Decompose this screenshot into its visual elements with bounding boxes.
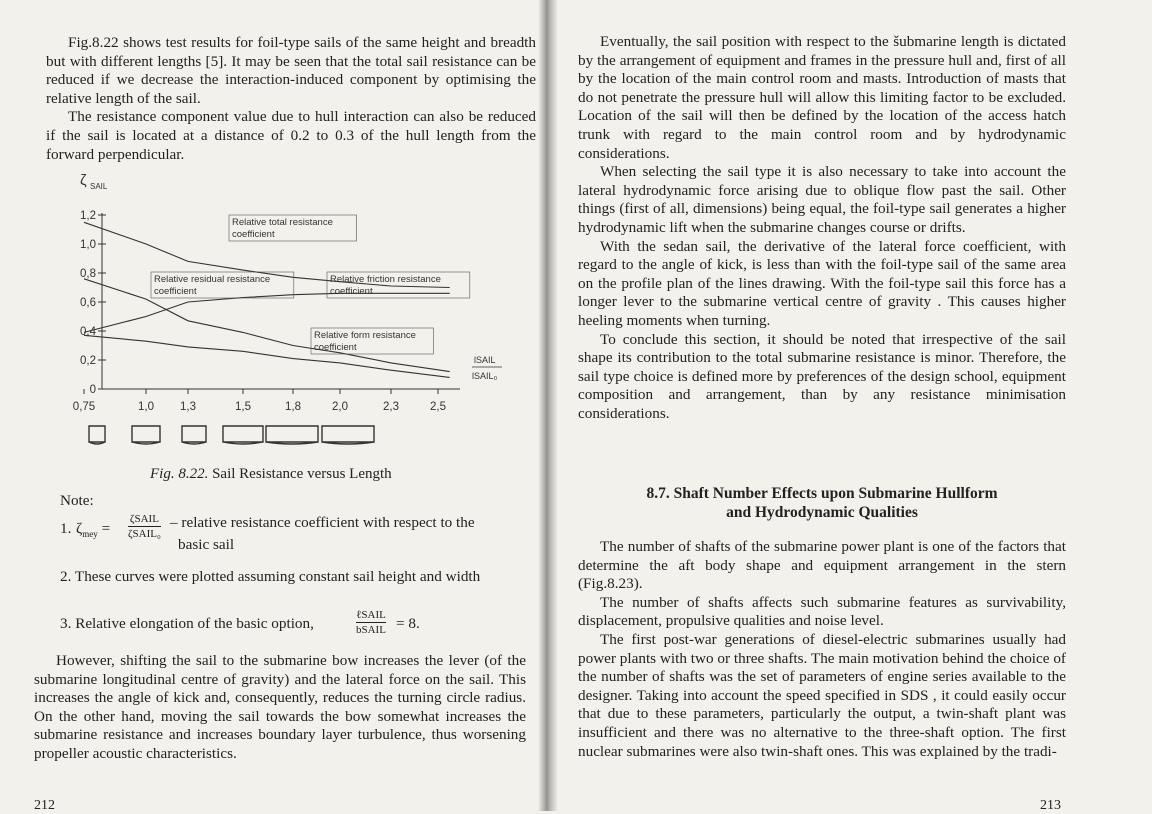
- x-axis-label-den: lSAIL₀: [472, 371, 498, 381]
- note-title: Note:: [60, 492, 94, 509]
- paragraph: The number of shafts of the submarine power plant is one of the factors that determine the aft body shape and equipment arrangement in the stern (Fig.8.23).: [578, 538, 1066, 593]
- paragraph: The first post-war generations of diesel-electric submarines usually had power plants with two or three shafts. The main motivation behind the choice of the number of shafts was the set of parameters of engine series available to the designer. Taking into account the speed specified in SDS , it could easily occur that due to these parameters, particularly the output, a twin-shaft plant was insufficient and there was no alternative to the three-shaft option. The first nuclear submarines were also twin-shaft ones. This was explained by the tradi-: [578, 630, 1066, 760]
- paragraph: Fig.8.22 shows test results for foil-type sails of the same height and breadth but with different lengths [5]. It may be seen that the total sail resistance can be reduced if we decrease the interaction-induced component by optimising the relative length of the sail.: [46, 34, 536, 107]
- series-label-1: coefficient: [232, 229, 275, 240]
- x-axis-label-num: lSAIL: [474, 355, 496, 365]
- note1-text-cont: basic sail: [178, 536, 235, 553]
- paragraph: To conclude this section, it should be noted that irrespective of the sail shape its contribution to the total submarine resistance is minor. Therefore, the sail type choice is defined more by preferences of the design school, equipment composition and arrangement, than by any resistance minimisation considerations.: [578, 330, 1066, 422]
- right-page: [556, 0, 1152, 811]
- y-tick-label: 0: [89, 384, 96, 396]
- y-tick-label: 1,0: [80, 239, 96, 251]
- y-tick-label: 0,8: [80, 268, 96, 280]
- series-label-3: coefficient: [330, 286, 373, 297]
- book-spine-shadow: [538, 0, 558, 811]
- series-label-2: coefficient: [154, 286, 197, 297]
- series-line-2: [84, 293, 450, 332]
- series-label-3: Relative friction resistance: [330, 274, 441, 285]
- left-intro-text: [46, 34, 536, 164]
- series-label-1: Relative total resistance: [232, 217, 333, 228]
- y-tick-label: 0,4: [80, 326, 96, 338]
- sail-resistance-chart: [62, 170, 498, 460]
- sail-shape-icon: [266, 426, 318, 444]
- x-tick-label: 2,3: [383, 401, 399, 413]
- sail-shape-icon: [322, 426, 374, 444]
- sail-shape-icons: [86, 422, 386, 448]
- figure-caption-text: Sail Resistance versus Length: [212, 466, 392, 482]
- x-tick-label: 1,0: [138, 401, 154, 413]
- note3-fraction: ℓSAIL bSAIL: [356, 609, 386, 636]
- note1-lhs: $\zeta_{mey}$ =: [76, 520, 111, 540]
- y-axis-label: ζ: [80, 172, 87, 189]
- x-tick-label: 1,8: [285, 401, 301, 413]
- series-label-4: Relative form resistance: [314, 330, 416, 341]
- note-2: 2. These curves were plotted assuming constant sail height and width: [60, 568, 481, 585]
- paragraph: With the sedan sail, the derivative of the lateral force coefficient, with regard to the angle of kick, is less than with the foil-type sail of the same area on the profile plan of the lines drawing. With the foil-type sail this force has a longer lever to the submarine vertical centre of gravity . This causes higher heeling moments when turning.: [578, 237, 1066, 329]
- y-tick-label: 0,6: [80, 297, 96, 309]
- section-heading: 8.7. Shaft Number Effects upon Submarine Hullform and Hydrodynamic Qualities: [646, 485, 998, 521]
- right-text-bottom: [578, 538, 1066, 761]
- figure-caption: [150, 466, 392, 483]
- x-tick-label: 1,5: [235, 401, 251, 413]
- figure-caption-label: Fig. 8.22.: [150, 466, 209, 482]
- right-text-top: [578, 33, 1066, 423]
- x-tick-label: 1,3: [180, 401, 196, 413]
- sail-shape-icon: [223, 426, 263, 444]
- left-closing-text: [34, 652, 526, 764]
- left-page: [0, 0, 548, 811]
- note1-text: – relative resistance coefficient with respect to the: [170, 514, 475, 531]
- paragraph: The number of shafts affects such submarine features as survivability, displacement, propulsive qualities and noise level.: [578, 593, 1066, 630]
- y-axis-label-sub: SAIL: [90, 182, 108, 191]
- y-tick-label: 1,2: [80, 210, 96, 222]
- series-label-4: coefficient: [314, 342, 357, 353]
- note-number: 1.: [60, 520, 72, 537]
- series-label-2: Relative residual resistance: [154, 274, 271, 285]
- y-tick-label: 0,2: [80, 355, 96, 367]
- x-tick-label: 2,5: [430, 401, 446, 413]
- series-line-3: [84, 279, 450, 372]
- x-tick-label: 2,0: [332, 401, 348, 413]
- paragraph: When selecting the sail type it is also necessary to take into account the lateral hydrodynamic force arising due to oblique flow past the sail. Other things (first of all, dimensions) being equal, the foil-type sail generates a higher hydrodynamic lift when the submarine changes course or drifts.: [578, 163, 1066, 236]
- paragraph: The resistance component value due to hull interaction can also be reduced if the sail is located at a distance of 0.2 to 0.3 of the hull length from the forward perpendicular.: [46, 108, 536, 163]
- page-number-right: 213: [1040, 798, 1061, 813]
- sail-shape-icon: [182, 426, 206, 444]
- sail-shape-icon: [89, 426, 105, 444]
- note-3: 3. Relative elongation of the basic option, ℓSAIL bSAIL = 8.: [60, 609, 420, 636]
- sail-shape-icon: [132, 426, 160, 444]
- x-tick-label: 0,75: [72, 401, 96, 413]
- note1-fraction: ζSAIL ζSAIL₀: [128, 513, 161, 540]
- paragraph: However, shifting the sail to the submarine bow increases the lever (of the submarine longitudinal centre of gravity) and the lateral force on the sail. This increases the angle of kick and, consequently, reduces the turning circle radius. On the other hand, moving the sail towards the bow somewhat increases the submarine resistance and increases boundary layer turbulence, thus worsening propeller acoustic characteristics.: [34, 652, 526, 762]
- note-1: [60, 512, 530, 556]
- paragraph: Eventually, the sail position with respect to the šubmarine length is dictated by the arrangement of equipment and frames in the pressure hull and, first of all by the location of the main control room and masts. Introduction of masts that do not penetrate the pressure hull will allow this limiting factor to be excluded. Location of the sail will then be defined by the location of the access hatch trunk with regard to the main control room and by hydrodynamic considerations.: [578, 33, 1066, 162]
- series-line-4: [84, 335, 450, 377]
- page-number-left: 212: [34, 798, 55, 813]
